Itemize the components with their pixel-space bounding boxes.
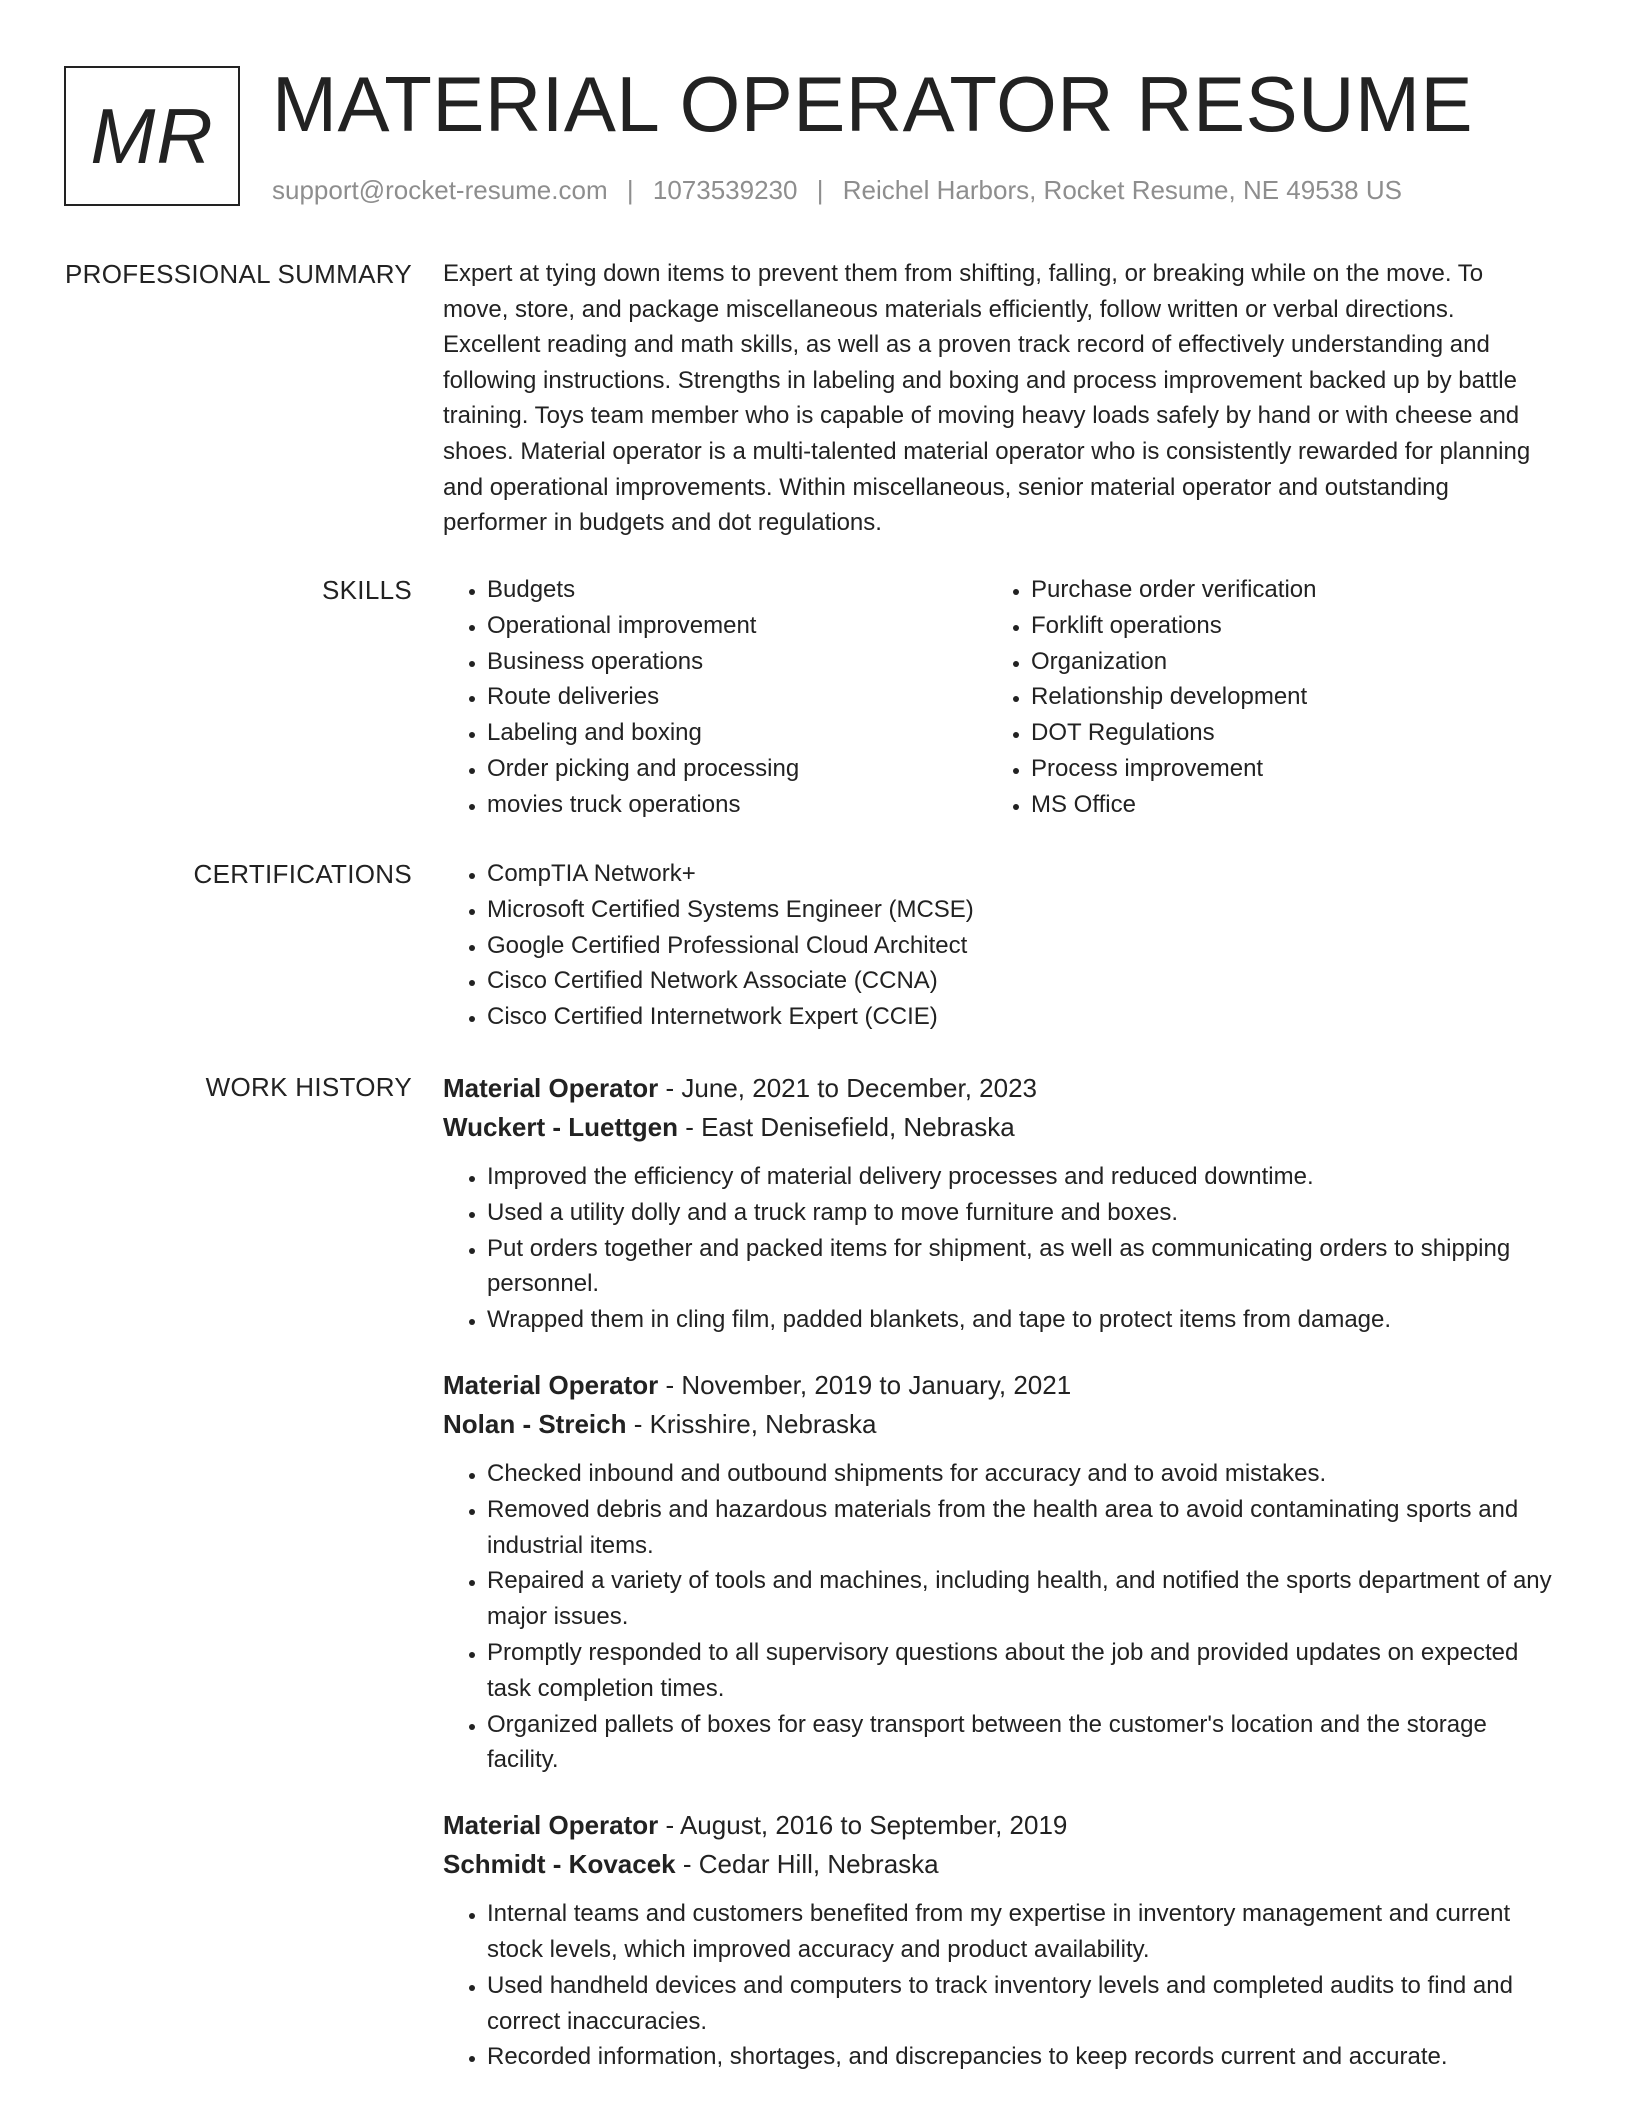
job-company-line <box>443 1405 1555 1444</box>
job-title-line <box>443 1806 1555 1845</box>
job-dates: - August, 2016 to September, 2019 <box>658 1810 1068 1841</box>
job-duties-list <box>443 1159 1555 1338</box>
skill-item: • movies truck operations <box>487 787 987 823</box>
job-duties-list <box>443 1456 1555 1778</box>
resume-title: MATERIAL OPERATOR RESUME <box>272 60 1473 148</box>
skill-item: • Process improvement <box>1031 751 1531 787</box>
job-dates: - June, 2021 to December, 2023 <box>658 1073 1037 1103</box>
job-company-line <box>443 1108 1555 1147</box>
skill-item: • Purchase order verification <box>1031 572 1531 608</box>
certification-item: • Cisco Certified Internetwork Expert (CCIE) <box>487 999 1555 1035</box>
skill-item: • Route deliveries <box>487 679 987 715</box>
job-company-line <box>443 1845 1555 1884</box>
certification-item: • Cisco Certified Network Associate (CCNA) <box>487 963 1555 999</box>
monogram-box <box>64 66 240 206</box>
skills-list-left <box>443 572 987 823</box>
skill-item: • Relationship development <box>1031 679 1531 715</box>
contact-phone: 1073539230 <box>652 175 798 205</box>
summary-text: Expert at tying down items to prevent them from shifting, falling, or breaking while on the move. To move, store, and package miscellaneous materials efficiently, follow written or verbal directions. Excellent reading and math skills, as well as a proven track record of effectively understanding and following instructions. Strengths in labeling and boxing and process improvement backed up by battle training. Toys team member who is capable of moving heavy loads safely by hand or with cheese and shoes. Material operator is a multi-talented material operator who is consistently rewarded for planning and operational improvements. Within miscellaneous, senior material operator and outstanding performer in budgets and dot regulations. <box>443 260 1531 537</box>
certification-item: • Google Certified Professional Cloud Architect <box>487 928 1555 964</box>
certifications-list <box>443 856 1555 1035</box>
job-duty-item: • Removed debris and hazardous materials from the health area to avoid contaminating sports and industrial items. <box>487 1492 1555 1564</box>
job-duty-item: • Wrapped them in cling film, padded blankets, and tape to protect items from damage. <box>487 1302 1555 1338</box>
skill-item: • Labeling and boxing <box>487 715 987 751</box>
job-entry <box>443 1069 1555 1338</box>
job-duties-list <box>443 1896 1555 2075</box>
contact-address: Reichel Harbors, Rocket Resume, NE 49538 US <box>842 175 1402 205</box>
section-heading-work-history: WORK HISTORY <box>205 1072 412 1102</box>
skill-item: • Order picking and processing <box>487 751 987 787</box>
job-location: - East Denisefield, Nebraska <box>677 1112 1015 1142</box>
certification-item: • Microsoft Certified Systems Engineer (MCSE) <box>487 892 1555 928</box>
job-duty-item: • Used a utility dolly and a truck ramp to move furniture and boxes. <box>487 1195 1555 1231</box>
contact-separator: | <box>816 175 824 205</box>
job-title-line <box>443 1366 1555 1405</box>
job-company: Wuckert - Luettgen <box>443 1112 678 1142</box>
skill-item: • MS Office <box>1031 787 1531 823</box>
job-duty-item: • Repaired a variety of tools and machines, including health, and notified the sports department of any major issues. <box>487 1563 1555 1635</box>
skills-column-left <box>443 572 987 823</box>
section-heading-skills: SKILLS <box>322 575 412 605</box>
skills-body <box>443 572 1555 823</box>
job-title: Material Operator <box>443 1369 659 1400</box>
certifications-body <box>443 856 1555 1035</box>
job-duty-item: • Promptly responded to all supervisory questions about the job and provided updates on expected task completion times. <box>487 1635 1555 1707</box>
job-company: Schmidt - Kovacek <box>443 1849 676 1880</box>
job-duty-item: • Put orders together and packed items for shipment, as well as communicating orders to shipping personnel. <box>487 1231 1555 1303</box>
job-duty-item: • Checked inbound and outbound shipments for accuracy and to avoid mistakes. <box>487 1456 1555 1492</box>
job-location: - Krisshire, Nebraska <box>626 1408 877 1439</box>
section-heading-certifications: CERTIFICATIONS <box>193 859 412 889</box>
job-entry <box>443 1366 1555 1778</box>
skills-grid <box>443 572 1555 823</box>
skill-item: • Forklift operations <box>1031 608 1531 644</box>
certification-item: • CompTIA Network+ <box>487 856 1555 892</box>
skills-list-right <box>987 572 1531 823</box>
job-dates: - November, 2019 to January, 2021 <box>658 1369 1072 1400</box>
job-title: Material Operator <box>443 1073 659 1103</box>
job-location: - Cedar Hill, Nebraska <box>675 1849 939 1880</box>
monogram-initials: MR <box>90 92 214 180</box>
job-entry <box>443 1806 1555 2075</box>
job-company: Nolan - Streich <box>443 1408 627 1439</box>
summary-body <box>443 256 1555 541</box>
skills-column-right <box>987 572 1531 823</box>
skill-item: • Organization <box>1031 644 1531 680</box>
skill-item: • DOT Regulations <box>1031 715 1531 751</box>
job-duty-item: • Organized pallets of boxes for easy transport between the customer's location and the storage facility. <box>487 1707 1555 1779</box>
contact-separator: | <box>626 175 634 205</box>
job-duty-item: • Internal teams and customers benefited from my expertise in inventory management and current stock levels, which improved accuracy and product availability. <box>487 1896 1555 1968</box>
section-heading-summary: PROFESSIONAL SUMMARY <box>65 259 412 289</box>
job-duty-item: • Recorded information, shortages, and discrepancies to keep records current and accurate. <box>487 2039 1555 2075</box>
contact-line <box>272 172 1402 208</box>
job-title: Material Operator <box>443 1810 659 1841</box>
job-duty-item: • Used handheld devices and computers to track inventory levels and completed audits to find and correct inaccuracies. <box>487 1968 1555 2040</box>
job-title-line <box>443 1069 1555 1108</box>
work-history-body <box>443 1069 1555 2103</box>
skill-item: • Operational improvement <box>487 608 987 644</box>
skill-item: • Business operations <box>487 644 987 680</box>
skill-item: • Budgets <box>487 572 987 608</box>
job-duty-item: • Improved the efficiency of material delivery processes and reduced downtime. <box>487 1159 1555 1195</box>
contact-email: support@rocket-resume.com <box>272 175 608 205</box>
